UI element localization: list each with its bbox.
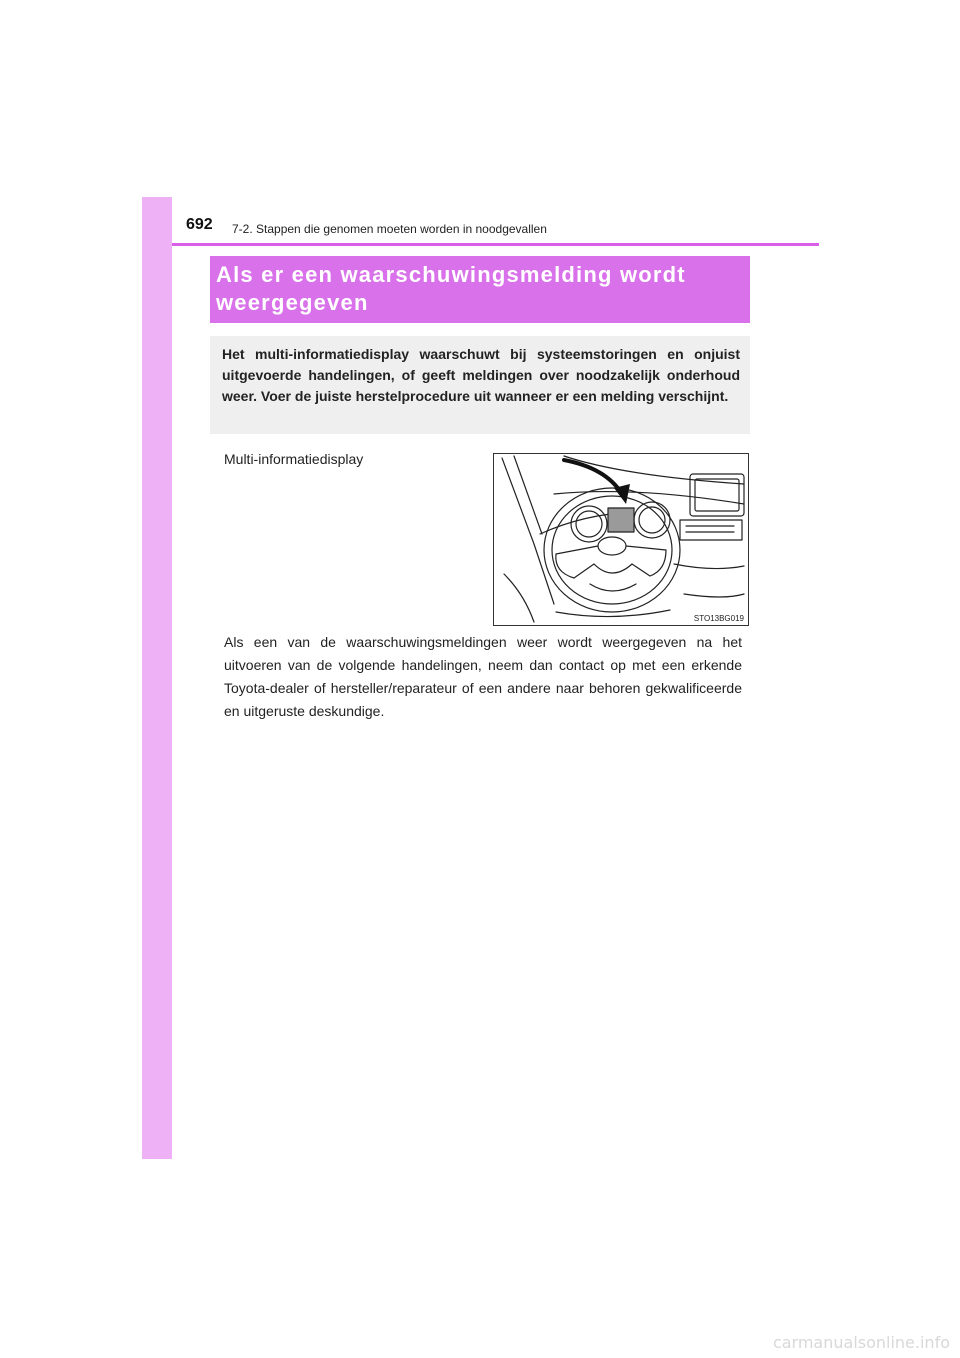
callout-label: Multi-informatiedisplay: [224, 451, 364, 467]
section-title: 7-2. Stappen die genomen moeten worden in noodgevallen: [232, 222, 547, 236]
steering-wheel-drawing: [494, 454, 748, 625]
callout-arrow-icon: [564, 460, 622, 494]
intro-text: Het multi-informatiedisplay waarschuwt bij systeemstoringen en onjuist uitgevoerde handelingen, of geeft meldingen over noodzakelijk onderhoud weer. Voer de juiste herstelprocedure uit wanneer er een melding verschijnt.: [222, 346, 740, 404]
watermark: carmanualsonline.info: [772, 1333, 950, 1352]
side-tab: [142, 197, 172, 1159]
figure-code: STO13BG019: [693, 614, 744, 623]
page-title: Als er een waarschuwingsmelding wordt weergegeven: [216, 262, 686, 315]
header-rule: [172, 243, 819, 246]
body-text: Als een van de waarschuwingsmeldingen weer wordt weergegeven na het uitvoeren van de volgende handelingen, neem dan contact op met een erkende Toyota-dealer of hersteller/reparateur of een andere naar behoren gekwalificeerde en uitgeruste deskundige.: [224, 634, 742, 719]
intro-box: [210, 336, 750, 434]
dashboard-illustration: [493, 453, 749, 626]
title-banner: [210, 256, 750, 323]
page-number: 692: [186, 216, 213, 233]
